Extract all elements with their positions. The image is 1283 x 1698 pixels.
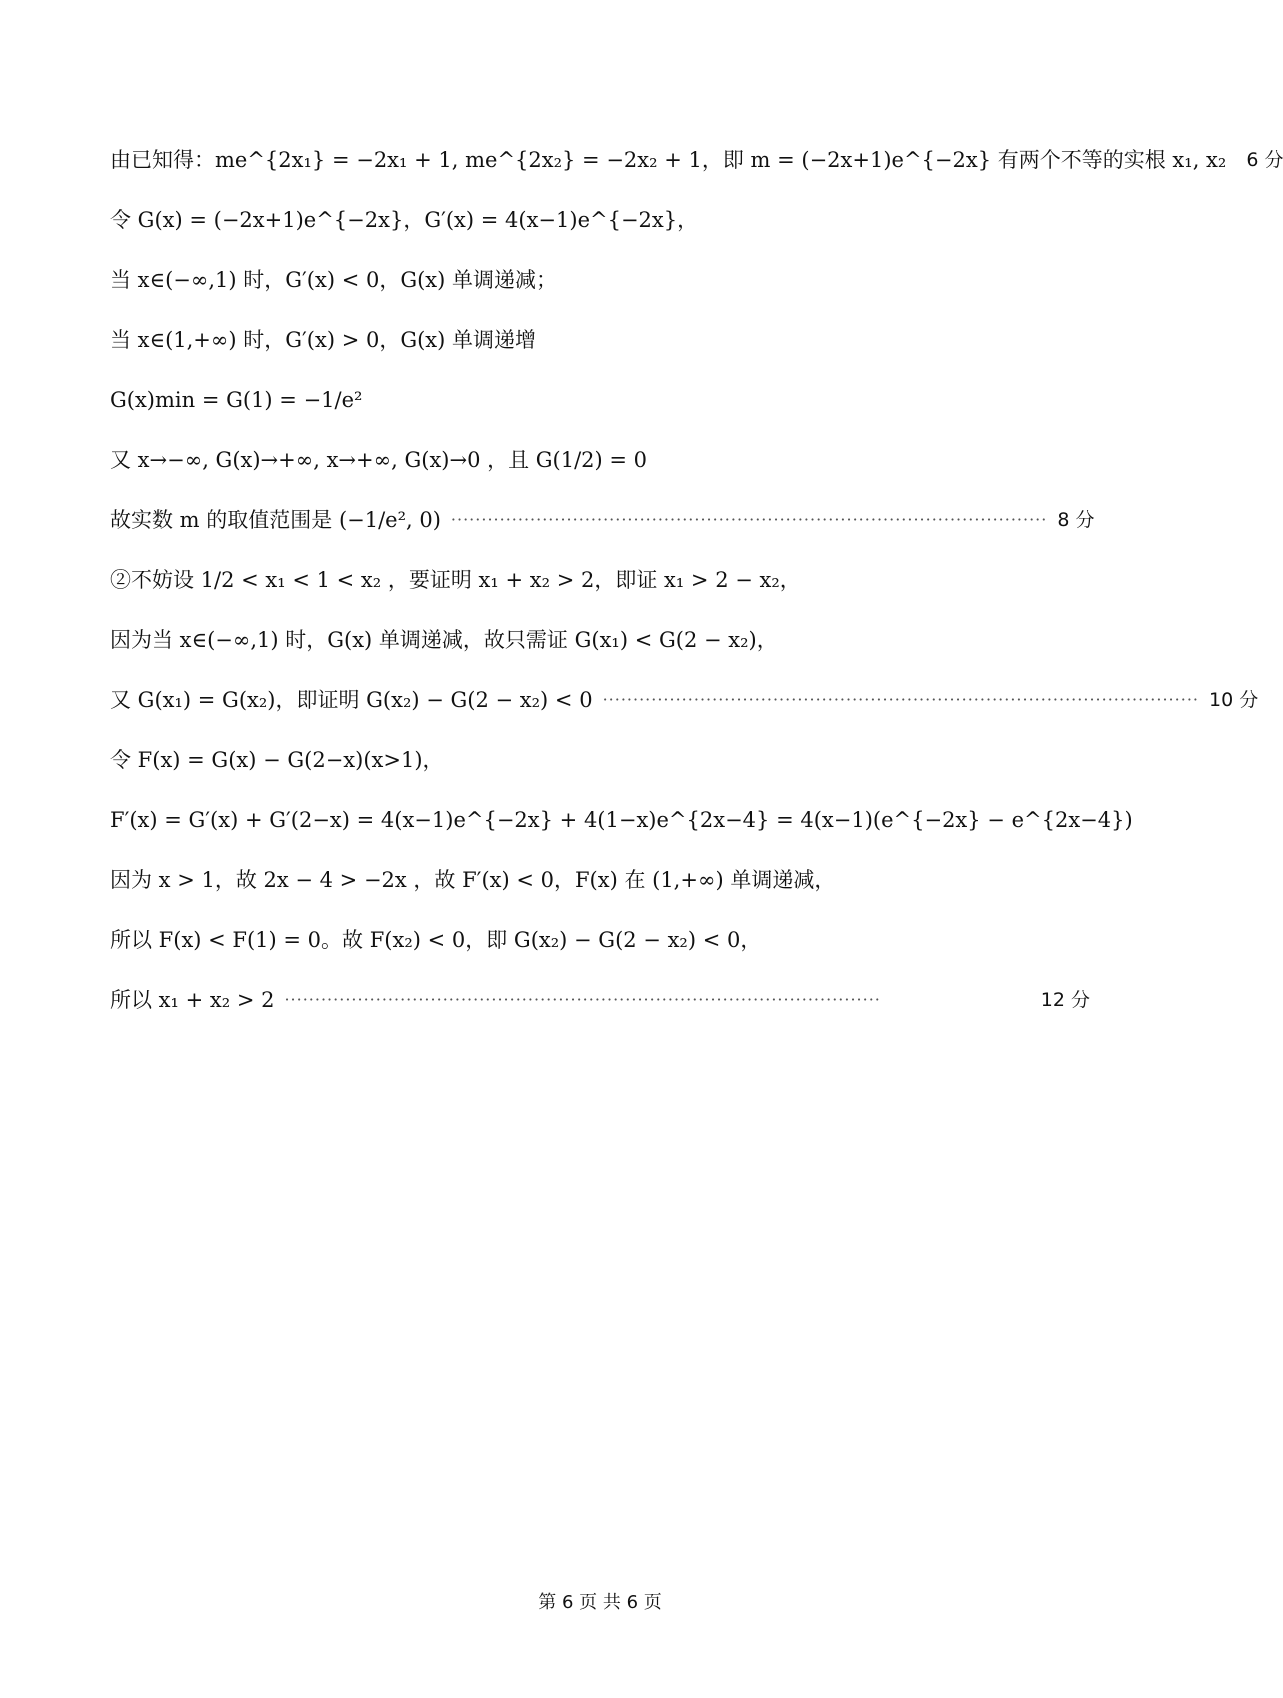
line-text: 所以 x₁ + x₂ > 2 <box>110 988 275 1012</box>
solution-line <box>110 145 1283 175</box>
solution-line <box>110 385 1090 415</box>
solution-line <box>110 445 1090 475</box>
line-text: 当 x∈(−∞,1) 时，G′(x) < 0，G(x) 单调递减； <box>110 268 558 292</box>
solution-line <box>110 625 1090 655</box>
line-text: 故实数 m 的取值范围是 (−1/e², 0) <box>110 508 441 532</box>
line-text: F′(x) = G′(x) + G′(2−x) = 4(x−1)e^{−2x} + 4(1−x)e^{2x−4} = 4(x−1)(e^{−2x} − e^{2x−4}) <box>110 808 1133 832</box>
line-text: 所以 F(x) < F(1) = 0。故 F(x₂) < 0，即 G(x₂) − G(2 − x₂) < 0， <box>110 928 762 952</box>
solution-line <box>110 325 1090 355</box>
line-text: ②不妨设 1/2 < x₁ < 1 < x₂ ，要证明 x₁ + x₂ > 2，即证 x₁ > 2 − x₂， <box>110 568 801 592</box>
solution-line <box>110 505 1095 535</box>
solution-line <box>110 745 1090 775</box>
score-label: 10 分 <box>1208 689 1259 711</box>
line-text: 因为当 x∈(−∞,1) 时，G(x) 单调递减，故只需证 G(x₁) < G(2 − x₂)， <box>110 628 778 652</box>
solution-line <box>110 265 1090 295</box>
solution-line <box>110 865 1090 895</box>
solution-line <box>110 685 1259 715</box>
line-text: 令 G(x) = (−2x+1)e^{−2x}，G′(x) = 4(x−1)e^{−2x}， <box>110 208 699 232</box>
dot-leader: ·································································································· <box>450 510 1048 529</box>
solution-line <box>110 925 1090 955</box>
dot-leader: ·································································································· <box>602 690 1199 709</box>
line-text: 令 F(x) = G(x) − G(2−x)(x>1)， <box>110 748 444 772</box>
page-footer: 第 6 页 共 6 页 <box>538 1592 662 1613</box>
score-label: 8 分 <box>1057 509 1095 531</box>
solution-line <box>110 205 1090 235</box>
solution-line <box>110 565 1090 595</box>
line-text: 因为 x > 1，故 2x − 4 > −2x ，故 F′(x) < 0，F(x) 在 (1,+∞) 单调递减， <box>110 868 836 892</box>
solution-line <box>110 985 1090 1015</box>
line-text: 又 G(x₁) = G(x₂)，即证明 G(x₂) − G(2 − x₂) < 0 <box>110 688 593 712</box>
solution-line <box>110 805 1133 835</box>
line-text: 当 x∈(1,+∞) 时，G′(x) > 0，G(x) 单调递增 <box>110 328 537 352</box>
line-text: 又 x→−∞, G(x)→+∞, x→+∞, G(x)→0 ，且 G(1/2) = 0 <box>110 448 648 472</box>
dot-leader: ·································································································· <box>284 990 881 1009</box>
score-label: 6 分 <box>1246 149 1283 171</box>
line-text: 由已知得：me^{2x₁} = −2x₁ + 1, me^{2x₂} = −2x₂ + 1，即 m = (−2x+1)e^{−2x} 有两个不等的实根 x₁, x₂ <box>110 148 1227 172</box>
score-label: 12 分 <box>1040 989 1090 1011</box>
line-text: G(x)min = G(1) = −1/e² <box>110 388 363 412</box>
